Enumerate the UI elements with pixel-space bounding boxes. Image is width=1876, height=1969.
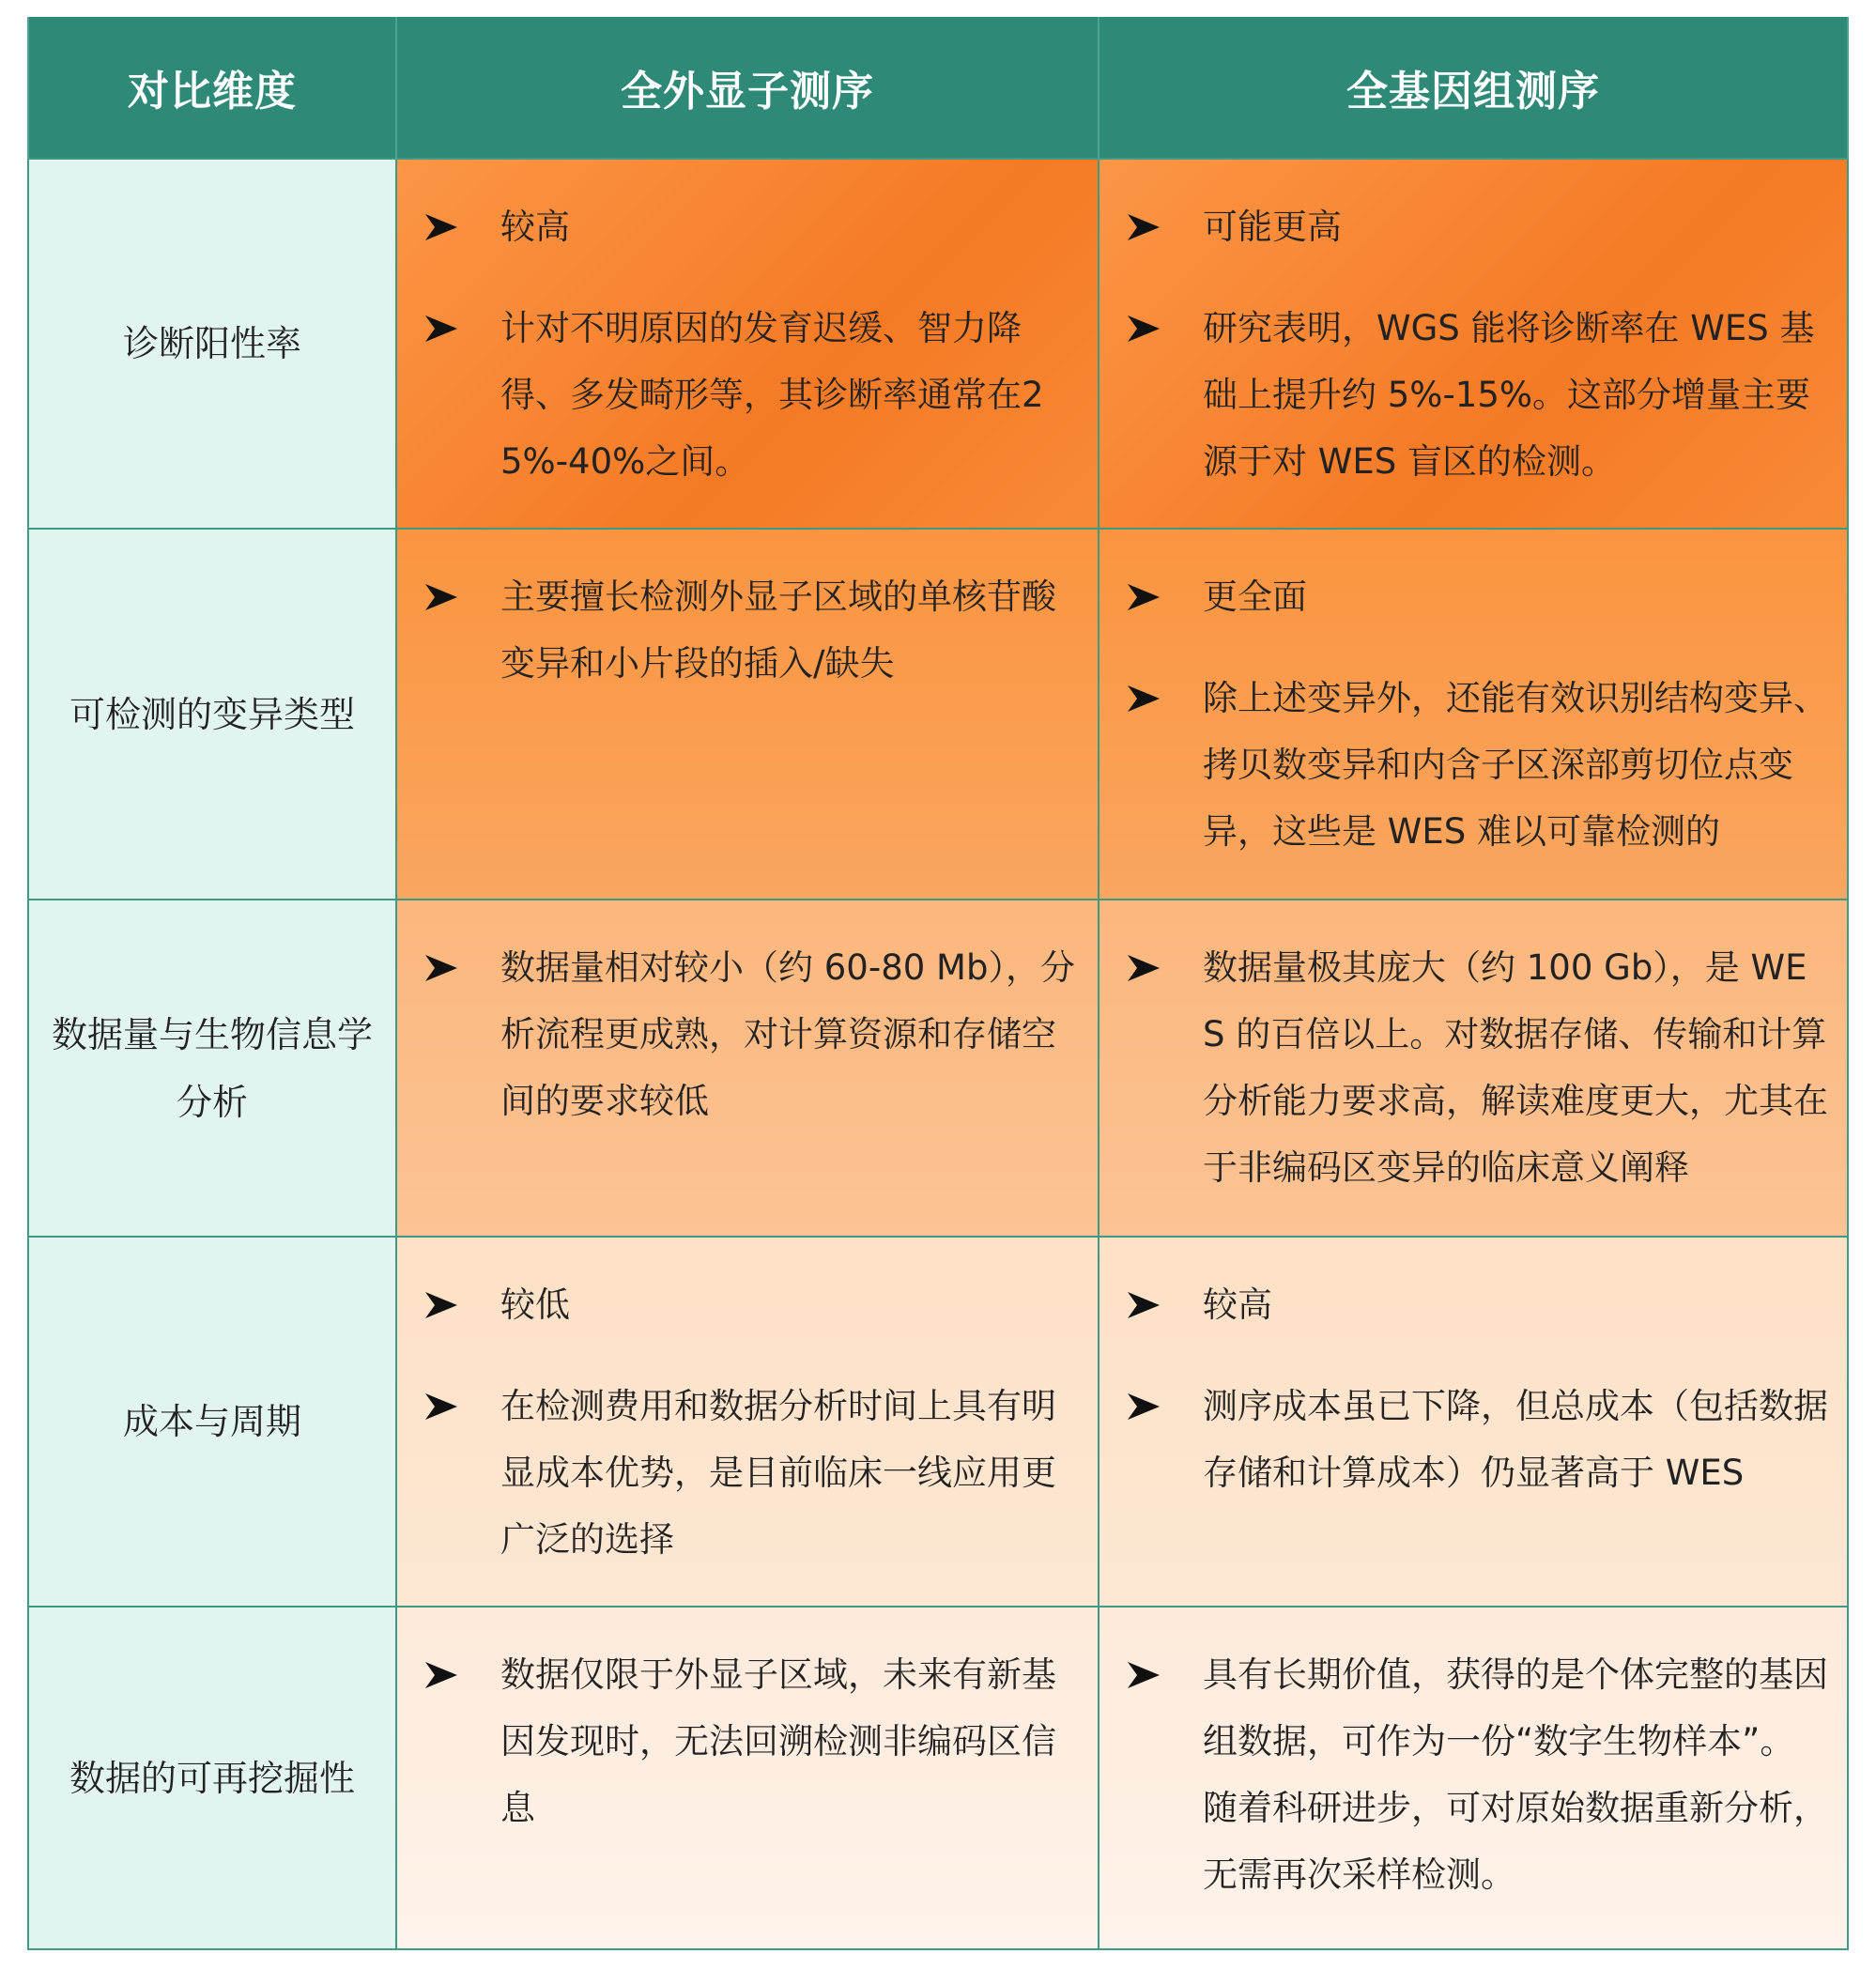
bullet-item — [1099, 295, 1828, 495]
bullet-text: 数据量相对较小（约 60-80 Mb），分析流程更成熟，对计算资源和存储空间的要求较低 — [500, 947, 1075, 1121]
arrowhead-bullet-icon — [418, 193, 465, 261]
bullet-item — [1099, 1641, 1828, 1908]
bullet-text: 计对不明原因的发育迟缓、智力降得、多发畸形等，其诊断率通常在25%-40%之间。 — [500, 308, 1044, 482]
wes-cell — [396, 1237, 1099, 1607]
wes-cell — [396, 529, 1099, 900]
arrowhead-bullet-icon — [1120, 1373, 1167, 1440]
bullet-item — [1099, 1373, 1828, 1506]
header-wgs: 全基因组测序 — [1099, 17, 1848, 159]
bullet-text: 较高 — [1203, 1284, 1272, 1325]
comparison-table — [27, 17, 1849, 1950]
arrowhead-bullet-icon — [418, 1373, 465, 1440]
arrowhead-bullet-icon — [1120, 1271, 1167, 1339]
wgs-cell — [1099, 159, 1848, 529]
bullet-item — [1099, 1271, 1828, 1339]
bullet-item — [397, 1373, 1079, 1573]
bullet-text: 在检测费用和数据分析时间上具有明显成本优势，是目前临床一线应用更广泛的选择 — [500, 1386, 1056, 1560]
bullet-item — [397, 934, 1079, 1134]
bullet-text: 较低 — [500, 1284, 570, 1325]
arrowhead-bullet-icon — [1120, 934, 1167, 1002]
dimension-cell: 数据量与生物信息学分析 — [28, 900, 396, 1237]
arrowhead-bullet-icon — [1120, 295, 1167, 362]
bullet-item — [397, 193, 1079, 261]
bullet-item — [1099, 193, 1828, 261]
arrowhead-bullet-icon — [1120, 665, 1167, 732]
dimension-cell: 成本与周期 — [28, 1237, 396, 1607]
bullet-item — [1099, 934, 1828, 1201]
arrowhead-bullet-icon — [1120, 1641, 1167, 1709]
table-row — [28, 1237, 1848, 1607]
wgs-cell — [1099, 1237, 1848, 1607]
table-row — [28, 159, 1848, 529]
bullet-text: 主要擅长检测外显子区域的单核苷酸变异和小片段的插入/缺失 — [500, 577, 1056, 684]
arrowhead-bullet-icon — [418, 1271, 465, 1339]
bullet-text: 测序成本虽已下降，但总成本（包括数据存储和计算成本）仍显著高于 WES — [1203, 1386, 1828, 1493]
arrowhead-bullet-icon — [1120, 563, 1167, 631]
bullet-item — [397, 1641, 1079, 1841]
arrowhead-bullet-icon — [418, 1641, 465, 1709]
dimension-cell: 数据的可再挖掘性 — [28, 1607, 396, 1949]
header-wes: 全外显子测序 — [396, 17, 1099, 159]
wes-cell — [396, 900, 1099, 1237]
bullet-item — [1099, 563, 1828, 631]
bullet-item — [397, 563, 1079, 697]
arrowhead-bullet-icon — [418, 934, 465, 1002]
wes-cell — [396, 159, 1099, 529]
table-header-row — [28, 17, 1848, 159]
bullet-text: 数据量极其庞大（约 100 Gb），是 WES 的百倍以上。对数据存储、传输和计算分析能力要求高，解读难度更大，尤其在于非编码区变异的临床意义阐释 — [1203, 947, 1828, 1188]
bullet-text: 较高 — [500, 207, 570, 247]
bullet-text: 可能更高 — [1203, 207, 1342, 247]
wes-cell — [396, 1607, 1099, 1949]
table-row — [28, 1607, 1848, 1949]
arrowhead-bullet-icon — [418, 563, 465, 631]
comparison-table-container — [27, 17, 1847, 1950]
bullet-text: 具有长期价值，获得的是个体完整的基因组数据，可作为一份“数字生物样本”。随着科研进步，可对原始数据重新分析，无需再次采样检测。 — [1203, 1654, 1828, 1895]
bullet-text: 除上述变异外，还能有效识别结构变异、拷贝数变异和内含子区深部剪切位点变异，这些是 WES 难以可靠检测的 — [1203, 678, 1828, 852]
wgs-cell — [1099, 900, 1848, 1237]
arrowhead-bullet-icon — [418, 295, 465, 362]
wgs-cell — [1099, 529, 1848, 900]
bullet-item — [1099, 665, 1828, 865]
bullet-item — [397, 295, 1079, 495]
dimension-cell: 诊断阳性率 — [28, 159, 396, 529]
dimension-cell: 可检测的变异类型 — [28, 529, 396, 900]
arrowhead-bullet-icon — [1120, 193, 1167, 261]
wgs-cell — [1099, 1607, 1848, 1949]
bullet-text: 数据仅限于外显子区域，未来有新基因发现时，无法回溯检测非编码区信息 — [500, 1654, 1056, 1828]
table-row — [28, 529, 1848, 900]
bullet-text: 更全面 — [1203, 577, 1307, 617]
header-dimension: 对比维度 — [28, 17, 396, 159]
table-row — [28, 900, 1848, 1237]
bullet-text: 研究表明，WGS 能将诊断率在 WES 基础上提升约 5%-15%。这部分增量主要源于对 WES 盲区的检测。 — [1203, 308, 1815, 482]
bullet-item — [397, 1271, 1079, 1339]
